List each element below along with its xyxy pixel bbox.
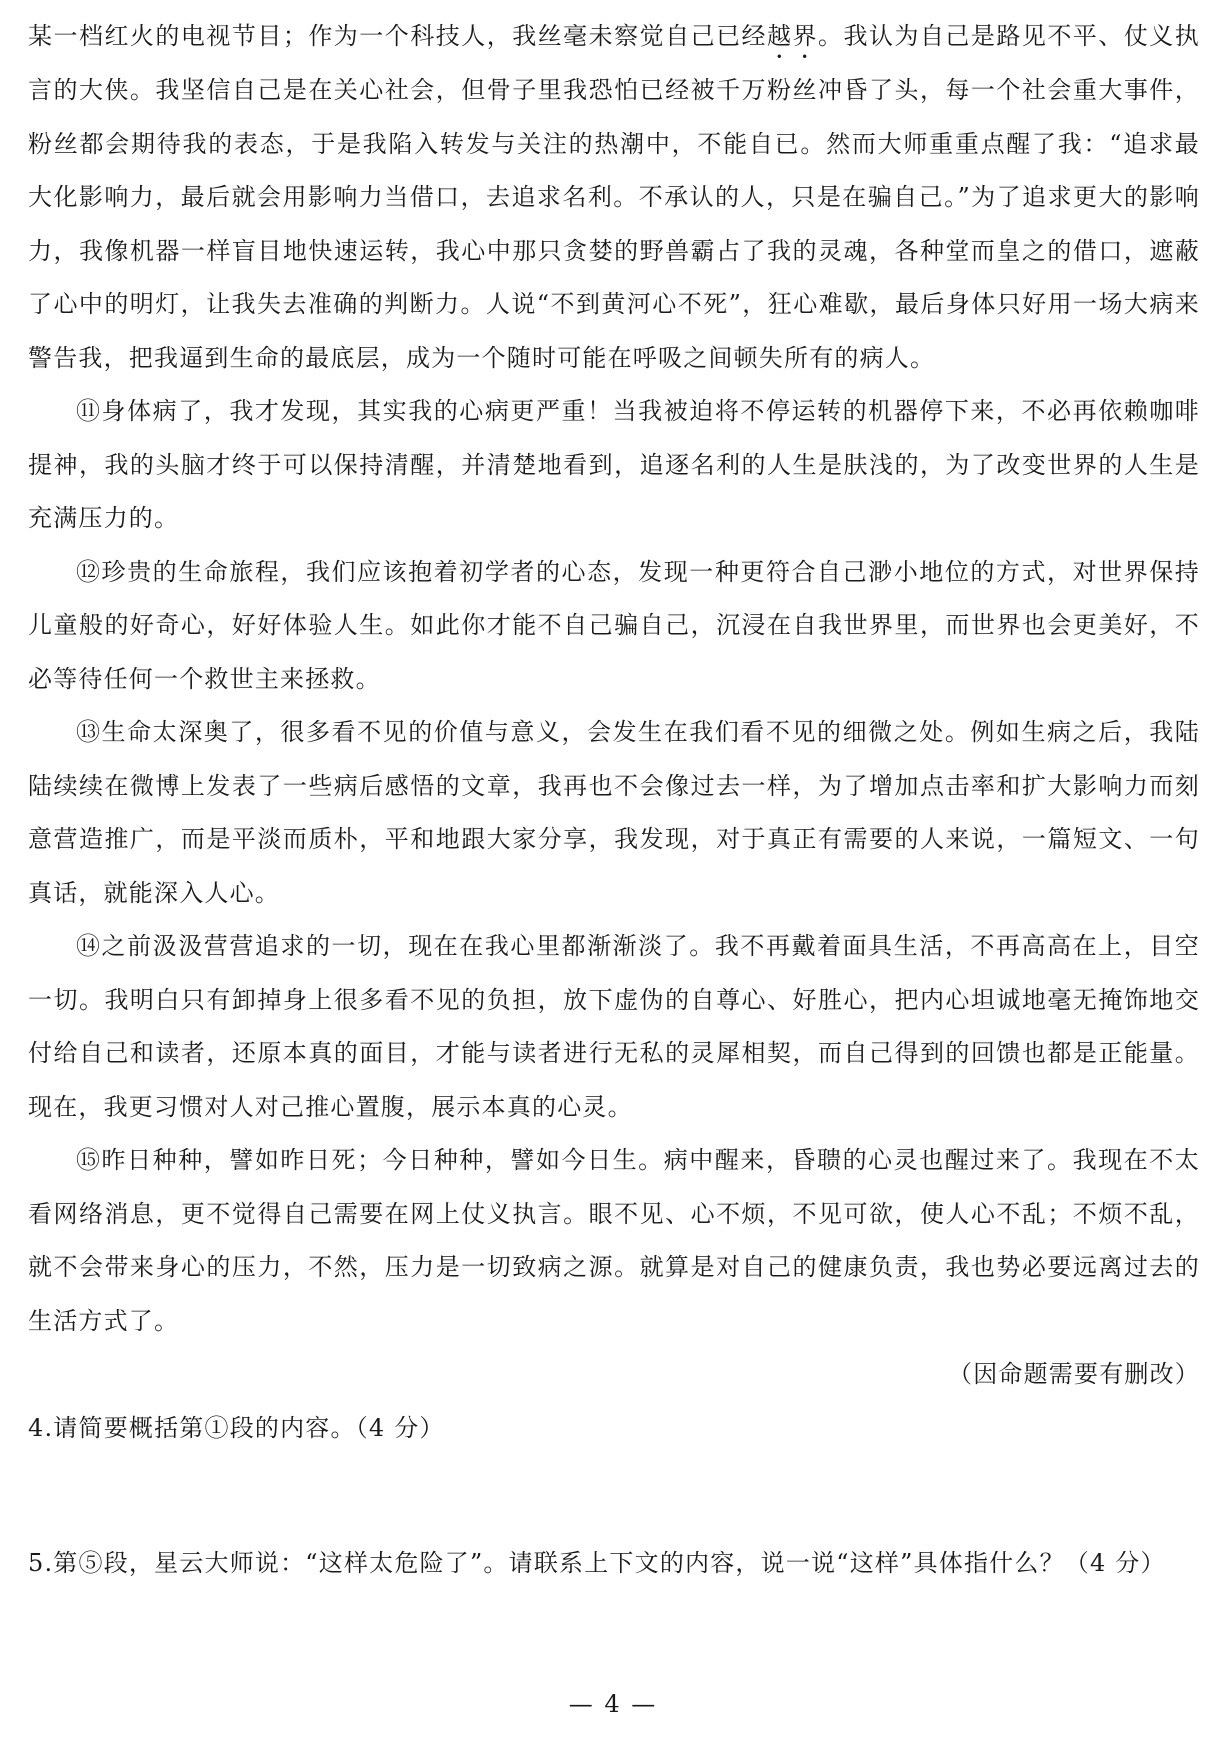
page-number: — 4 — xyxy=(568,1690,658,1718)
paragraph-12: ⑫珍贵的生命旅程，我们应该抱着初学者的心态，发现一种更符合自己渺小地位的方式，对世界保持儿童般的好奇心，好好体验人生。如此你才能不自己骗自己，沉浸在自我世界里，而世界也会更美好，不必等待任何一个救世主来拯救。 xyxy=(28,557,1200,693)
paragraph-15: ⑮昨日种种，譬如昨日死；今日种种，譬如今日生。病中醒来，昏聩的心灵也醒过来了。我现在不太看网络消息，更不觉得自己需要在网上仗义执言。眼不见、心不烦，不见可欲，使人心不乱；不烦不乱，就不会带来身心的压力，不然，压力是一切致病之源。就算是对自己的健康负责，我也势必要远离过去的生活方式了。 xyxy=(28,1146,1200,1335)
paragraph-continued xyxy=(28,10,1200,385)
paragraph-13: ⑬生命太深奥了，很多看不见的价值与意义，会发生在我们看不见的细微之处。例如生病之后，我陆陆续续在微博上发表了一些病后感悟的文章，我再也不会像过去一样，为了增加点击率和扩大影响力而刻意营造推广，而是平淡而质朴，平和地跟大家分享，我发现，对于真正有需要的人来说，一篇短文、一句真话，就能深入人心。 xyxy=(28,718,1200,907)
question-5: 5.第⑤段，星云大师说：“这样太危险了”。请联系上下文的内容，说一说“这样”具体指什么？（4 分） xyxy=(28,1549,1166,1577)
paragraph-11: ⑪身体病了，我才发现，其实我的心病更严重！当我被迫将不停运转的机器停下来，不必再依赖咖啡提神，我的头脑才终于可以保持清醒，并清楚地看到，追逐名利的人生是肤浅的，为了改变世界的人生是充满压力的。 xyxy=(28,397,1200,532)
article-page xyxy=(28,10,1200,1591)
paragraph-continued-text-a: 某一档红火的电视节目；作为一个科技人，我丝毫未察觉自己已经 xyxy=(28,22,768,50)
paragraph-14: ⑭之前汲汲营营追求的一切，现在在我心里都渐渐淡了。我不再戴着面具生活，不再高高在上，目空一切。我明白只有卸掉身上很多看不见的负担，放下虚伪的自尊心、好胜心，把内心坦诚地毫无掩饰地交付给自己和读者，还原本真的面目，才能与读者进行无私的灵犀相契，而自己得到的回馈也都是正能量。现在，我更习惯对人对己推心置腹，展示本真的心灵。 xyxy=(28,932,1200,1121)
question-4: 4.请简要概括第①段的内容。（4 分） xyxy=(28,1413,445,1442)
emphasized-term: 越界 xyxy=(767,22,819,50)
source-note: （因命题需要有删改） xyxy=(948,1360,1200,1388)
paragraph-continued-text-b: 。我认为自己是路见不平、仗义执言的大侠。我坚信自己是在关心社会，但骨子里我恐怕已经被千万粉丝冲昏了头，每一个社会重大事件，粉丝都会期待我的表态，于是我陷入转发与关注的热潮中，不能自已。然而大师重重点醒了我：“追求最大化影响力，最后就会用影响力当借口，去追求名利。不承认的人，只是在骗自己。”为了追求更大的影响力，我像机器一样盲目地快速运转，我心中那只贪婪的野兽霸占了我的灵魂，各种堂而皇之的借口，遮蔽了心中的明灯，让我失去准确的判断力。人说“不到黄河心不死”，狂心难歇，最后身体只好用一场大病来警告我，把我逼到生命的最底层，成为一个随时可能在呼吸之间顿失所有的病人。 xyxy=(28,22,1200,372)
